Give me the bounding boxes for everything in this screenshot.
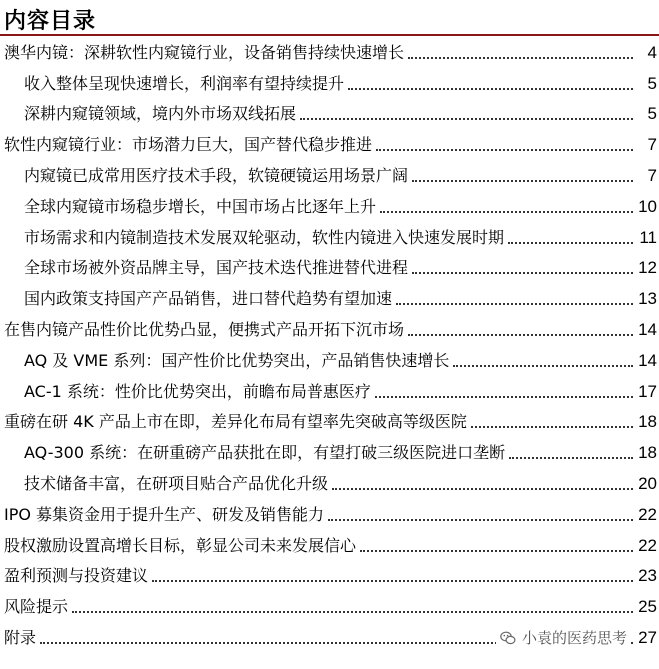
toc-entry-page: 12	[635, 258, 657, 278]
dot-leader	[412, 180, 633, 182]
dot-leader	[471, 426, 633, 428]
toc-entry[interactable]	[0, 223, 659, 254]
toc-entry-page: 5	[635, 74, 657, 94]
toc-entry-page: 7	[635, 135, 657, 155]
watermark-text: 小袁的医药思考	[522, 629, 628, 647]
toc-entry-page: 13	[635, 289, 657, 309]
toc-entry[interactable]	[0, 531, 659, 562]
toc-entry[interactable]	[0, 284, 659, 315]
toc-entry-page: 14	[635, 320, 657, 340]
toc-entry-page: 23	[635, 566, 657, 586]
watermark	[496, 625, 631, 650]
dot-leader	[348, 88, 633, 90]
toc-entry[interactable]	[0, 100, 659, 131]
dot-leader	[508, 242, 633, 244]
toc-entry-title: 附录	[4, 625, 38, 648]
toc-entry-title: 风险提示	[4, 594, 70, 617]
dot-leader	[152, 580, 633, 582]
dot-leader	[300, 118, 633, 120]
toc-entry-title: 收入整体呈现快速增长，利润率有望持续提升	[24, 71, 346, 94]
toc-entry[interactable]	[0, 161, 659, 192]
toc-entry-page: 27	[635, 628, 657, 648]
toc-entry-title: 市场需求和内镜制造技术发展双轮驱动，软性内镜进入快速发展时期	[24, 225, 506, 248]
toc-entry-page: 22	[635, 505, 657, 525]
dot-leader	[375, 396, 633, 398]
toc-entry-title: IPO 募集资金用于提升生产、研发及销售能力	[4, 502, 326, 525]
toc-entry-title: 全球内窥镜市场稳步增长，中国市场占比逐年上升	[24, 194, 378, 217]
dot-leader	[453, 365, 633, 367]
dot-leader	[396, 303, 633, 305]
toc-entry-page: 18	[635, 412, 657, 432]
toc-entry[interactable]	[0, 408, 659, 439]
toc-entry[interactable]	[0, 130, 659, 161]
dot-leader	[376, 149, 633, 151]
toc-entry-title: 技术储备丰富，在研项目贴合产品优化升级	[24, 471, 330, 494]
toc-entry-page: 14	[635, 351, 657, 371]
toc-entry-page: 18	[635, 443, 657, 463]
toc-entry-page: 10	[635, 197, 657, 217]
toc-entry[interactable]	[0, 562, 659, 593]
toc-entry[interactable]	[0, 254, 659, 285]
toc-entry[interactable]	[0, 38, 659, 69]
toc-entry[interactable]	[0, 315, 659, 346]
toc-entry-title: AQ-300 系统：在研重磅产品获批在即，有望打破三级医院进口垄断	[24, 440, 507, 463]
toc-entry-page: 4	[635, 43, 657, 63]
toc-entry-page: 20	[635, 474, 657, 494]
dot-leader	[509, 457, 633, 459]
toc-entry-title: 重磅在研 4K 产品上市在即，差异化布局有望率先突破高等级医院	[4, 409, 469, 432]
toc-entry[interactable]	[0, 500, 659, 531]
toc-entry[interactable]	[0, 346, 659, 377]
toc-entry[interactable]	[0, 69, 659, 100]
toc-entry[interactable]	[0, 192, 659, 223]
dot-leader	[412, 272, 633, 274]
dot-leader	[332, 488, 633, 490]
toc-entry-page: 25	[635, 597, 657, 617]
dot-leader	[72, 611, 633, 613]
dot-leader	[408, 57, 633, 59]
toc-entry-page: 17	[635, 382, 657, 402]
toc-entry-page: 22	[635, 536, 657, 556]
toc-entry-title: 全球市场被外资品牌主导，国产技术迭代推进替代进程	[24, 255, 410, 278]
title-divider	[0, 34, 659, 36]
toc-entry-title: 国内政策支持国产产品销售，进口替代趋势有望加速	[24, 286, 394, 309]
toc-entry[interactable]	[0, 592, 659, 623]
dot-leader	[328, 519, 633, 521]
toc-entry-title: 在售内镜产品性价比优势凸显，便携式产品开拓下沉市场	[4, 317, 406, 340]
dot-leader	[380, 211, 633, 213]
toc-entry-title: 深耕内窥镜领域，境内外市场双线拓展	[24, 101, 298, 124]
toc-entry[interactable]	[0, 438, 659, 469]
toc-entry-title: 内窥镜已成常用医疗技术手段，软镜硬镜运用场景广阔	[24, 163, 410, 186]
toc-entry-title: 股权激励设置高增长目标，彰显公司未来发展信心	[4, 533, 358, 556]
toc-entry-page: 5	[635, 104, 657, 124]
toc-entry-title: AQ 及 VME 系列：国产性价比优势突出，产品销售快速增长	[24, 348, 451, 371]
dot-leader	[360, 550, 633, 552]
page-title: 内容目录	[4, 9, 97, 34]
toc-entry[interactable]	[0, 377, 659, 408]
dot-leader	[408, 334, 633, 336]
toc-entry-page: 7	[635, 166, 657, 186]
table-of-contents	[0, 38, 659, 654]
toc-entry-page: 11	[635, 228, 657, 248]
toc-entry-title: 软性内窥镜行业：市场潜力巨大，国产替代稳步推进	[4, 132, 374, 155]
toc-entry-title: 澳华内镜：深耕软性内窥镜行业，设备销售持续快速增长	[4, 40, 406, 63]
wechat-icon	[500, 630, 516, 646]
toc-entry[interactable]	[0, 469, 659, 500]
toc-entry-title: 盈利预测与投资建议	[4, 563, 150, 586]
toc-entry-title: AC-1 系统：性价比优势突出，前瞻布局普惠医疗	[24, 379, 373, 402]
